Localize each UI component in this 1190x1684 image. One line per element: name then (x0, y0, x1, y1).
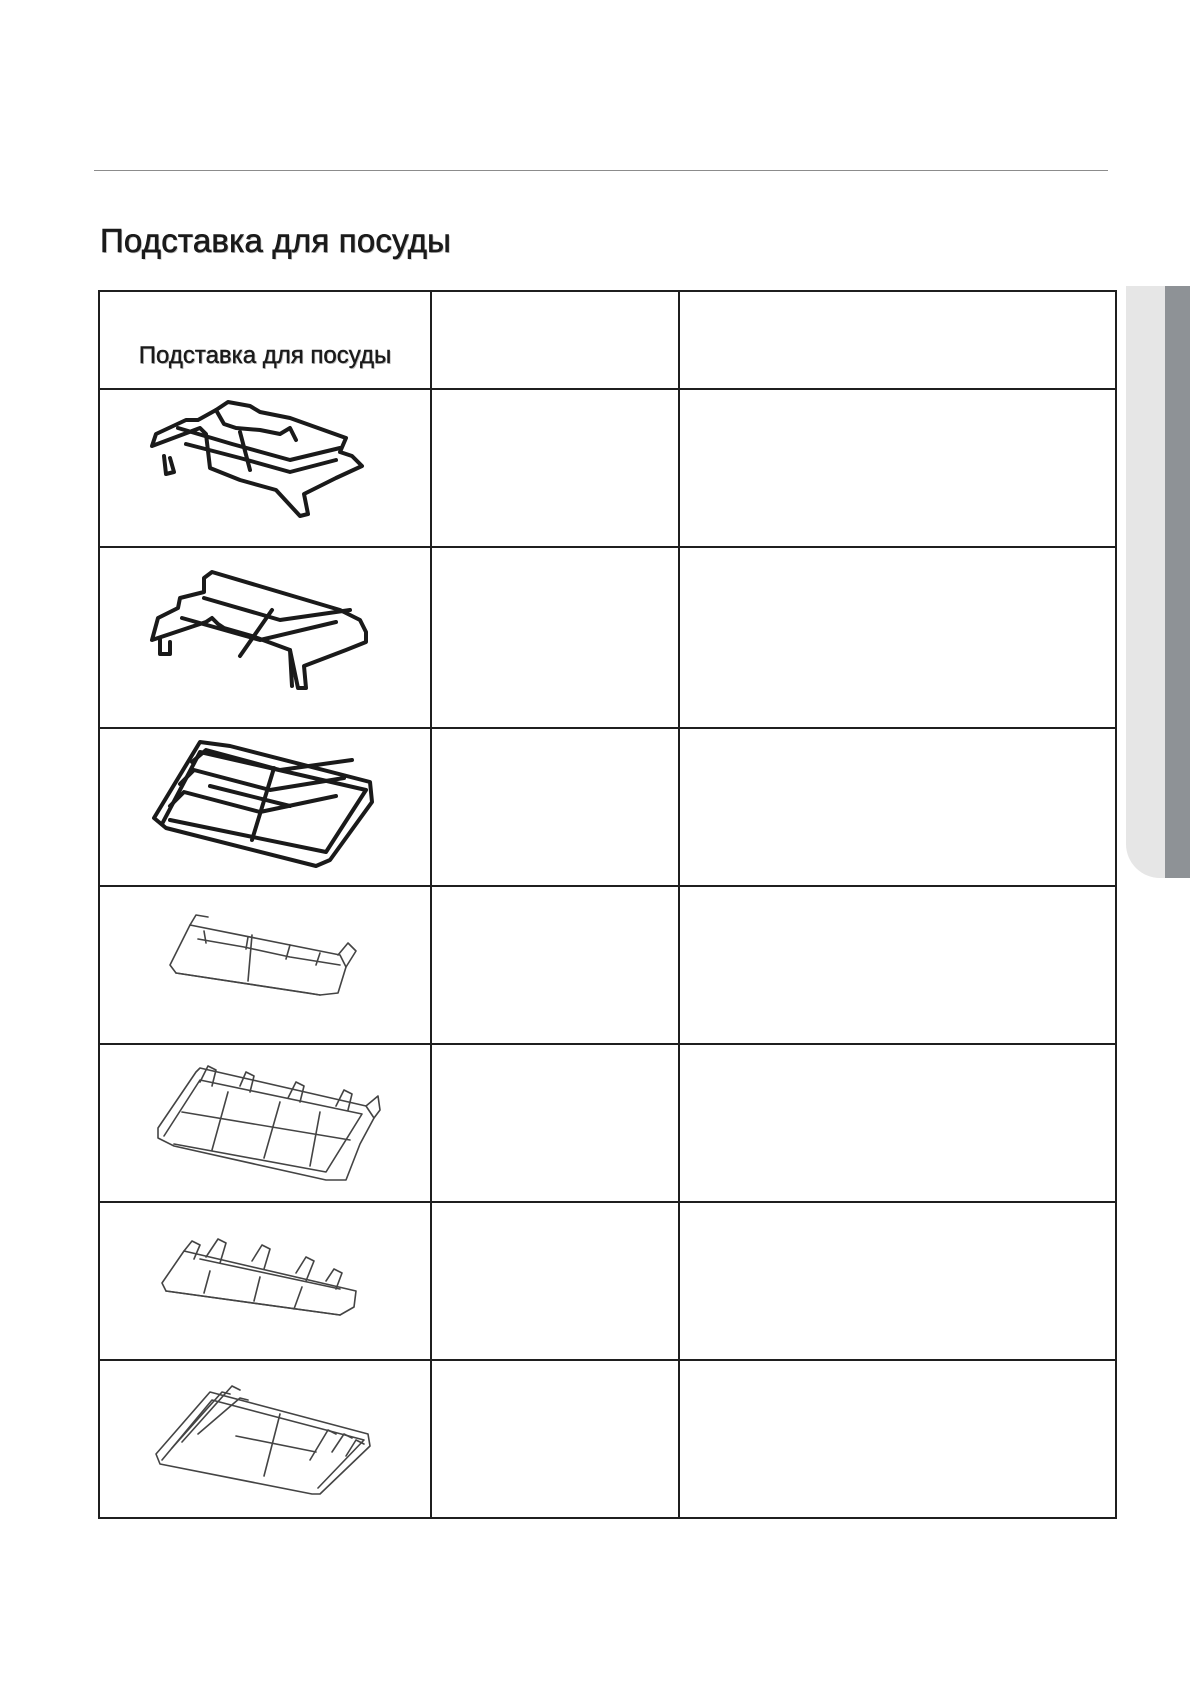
table-cell-image (99, 547, 431, 728)
table-cell (431, 389, 679, 547)
pan-support-grate-5-icon (140, 1048, 390, 1198)
table-cell (679, 389, 1116, 547)
table-cell (431, 1360, 679, 1518)
table-cell-image (99, 886, 431, 1044)
column-header-3 (679, 291, 1116, 389)
section-title: Подставка для посуды (100, 222, 452, 259)
table-cell (431, 547, 679, 728)
table-cell-image (99, 1202, 431, 1360)
table-cell-image (99, 389, 431, 547)
table-row (99, 886, 1116, 1044)
table-cell (431, 728, 679, 886)
pan-support-grate-6-icon (140, 1211, 390, 1351)
column-header-2 (431, 291, 679, 389)
chapter-side-tab (1126, 286, 1190, 878)
table-cell (679, 547, 1116, 728)
table-row (99, 1202, 1116, 1360)
pan-support-table (98, 290, 1117, 1519)
table-cell (431, 886, 679, 1044)
pan-support-grate-4-icon (140, 895, 390, 1035)
table-cell (679, 886, 1116, 1044)
table-cell (431, 1202, 679, 1360)
table-cell (679, 1360, 1116, 1518)
chapter-side-tab-stripe (1165, 286, 1190, 878)
table-cell-image (99, 728, 431, 886)
pan-support-grate-3-icon (140, 732, 390, 882)
table-header-row (99, 291, 1116, 389)
table-cell-image (99, 1360, 431, 1518)
table-cell (679, 1044, 1116, 1202)
pan-support-grate-7-icon (140, 1364, 390, 1514)
table-cell (679, 728, 1116, 886)
table-row (99, 547, 1116, 728)
header-divider (94, 170, 1108, 171)
table-cell (431, 1044, 679, 1202)
pan-support-grate-1-icon (140, 398, 390, 538)
column-header-pan-support: Подставка для посуды (99, 291, 431, 389)
table-cell-image (99, 1044, 431, 1202)
table-cell (679, 1202, 1116, 1360)
pan-support-grate-2-icon (140, 558, 390, 718)
table-row (99, 728, 1116, 886)
table-row (99, 1360, 1116, 1518)
table-row (99, 389, 1116, 547)
table-row (99, 1044, 1116, 1202)
